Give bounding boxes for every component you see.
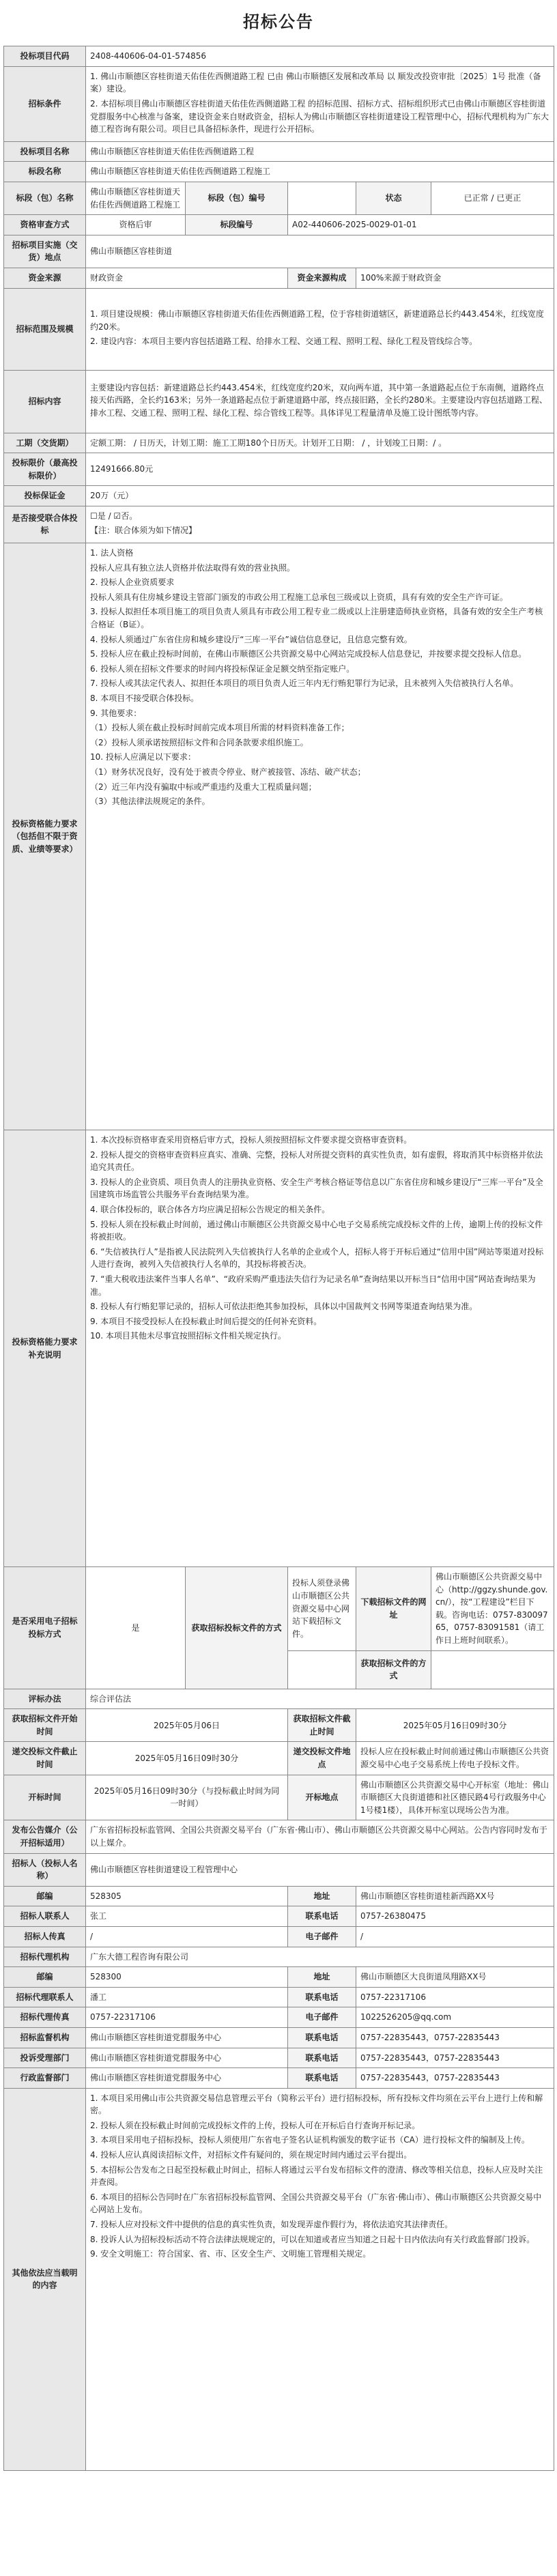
row-other bbox=[4, 2088, 554, 2470]
text-line: 6. 本项目的招标公告同时在广东省招标投标监管网、全国公共资源交易平台（广东省·佛山市）、佛山市顺德区公共资源交易中心网站上发布。 bbox=[90, 2192, 542, 2215]
text-line: 5. 投标人应在截止投标时间前，在佛山市顺德区公共资源交易中心网站完成投标人信息登记，并按要求提交投标人信息。 bbox=[90, 649, 527, 659]
value-complaint: 佛山市顺德区容桂街道党群服务中心 bbox=[86, 2048, 288, 2068]
text-line: （3）其他法律法规规定的条件。 bbox=[90, 797, 210, 807]
label-complaint-phone: 联系电话 bbox=[288, 2048, 356, 2068]
value-tenderer-addr: 佛山市顺德区容桂街道桂新西路XX号 bbox=[356, 1886, 554, 1906]
text-line: 9. 其他要求： bbox=[90, 708, 142, 718]
label-admin: 行政监督部门 bbox=[4, 2068, 86, 2089]
value-agent: 广东大德工程咨询有限公司 bbox=[86, 1947, 554, 1967]
label-tenderer: 招标人（投标人名称） bbox=[4, 1853, 86, 1886]
text-line: 8. 投标人有行贿犯罪记录的，招标人可依法拒绝其参加投标，具体以中国裁判文书网等渠道查询结果为准。 bbox=[90, 1302, 478, 1312]
label-location: 招标项目实施（交货）地点 bbox=[4, 235, 86, 268]
label-fund-ratio: 资金来源构成 bbox=[288, 268, 356, 288]
text-line: 5. 投标人须在投标截止时间前，通过佛山市顺德区公共资源交易中心电子交易系统完成投标文件的上传，逾期上传的投标文件将被拒收。 bbox=[90, 1219, 543, 1242]
label-method: 评标办法 bbox=[4, 1689, 86, 1709]
text-line: 2. 投标人企业资质要求 bbox=[90, 577, 175, 588]
value-status: 已正常 / 已更正 bbox=[431, 182, 554, 214]
label-agent-email: 电子邮件 bbox=[288, 2007, 356, 2028]
value-section-number: A02-440606-2025-0029-01-01 bbox=[288, 215, 554, 235]
value-doc-end: 2025年05月16日09时30分 bbox=[356, 1709, 554, 1742]
value-supervise: 佛山市顺德区容桂街道党群服务中心 bbox=[86, 2027, 288, 2048]
value-agent-contact: 潘工 bbox=[86, 1987, 288, 2007]
text-line: （1）财务状况良好，没有处于被责令停业、财产被接管、冻结、破产状态； bbox=[90, 767, 366, 777]
row-requirements bbox=[4, 543, 554, 1130]
row-fund bbox=[4, 268, 554, 288]
text-line: 投标人应具有独立法人资格并依法取得有效的营业执照。 bbox=[90, 562, 296, 573]
text-line: 2. 建设内容：本项目主要内容包括道路工程、给排水工程、交通工程、照明工程、绿化工程及管线综合等。 bbox=[90, 337, 478, 347]
text-line: 6. “失信被执行人”是指被人民法院列入失信被执行人名单的企业或个人，招标人将于开标后通过“信用中国”网站等渠道对投标人进行查询，被列入失信被执行人名单的，其投标将被否决。 bbox=[90, 1246, 544, 1270]
row-period bbox=[4, 433, 554, 453]
label-agent-contact: 招标代理联系人 bbox=[4, 1987, 86, 2007]
row-tenderer bbox=[4, 1853, 554, 1886]
joint-choice: ☐是 / ☑否。 bbox=[90, 511, 138, 521]
text-line: 9. 安全文明施工：符合国家、省、市、区安全生产、文明施工管理相关规定。 bbox=[90, 2249, 371, 2259]
value-electronic: 是 bbox=[86, 1567, 186, 1689]
page-title: 招标公告 bbox=[243, 12, 314, 31]
text-line: 4. 投标人应认真阅读招标文件，对招标文件有疑问的，须在规定时间内通过云平台提出。 bbox=[90, 2150, 412, 2160]
label-conditions: 招标条件 bbox=[4, 66, 86, 141]
row-ceiling bbox=[4, 453, 554, 486]
value-project-code: 2408-440606-04-01-574856 bbox=[86, 46, 554, 67]
label-mode: 获取招标文件的方式 bbox=[356, 1650, 431, 1689]
label-content: 招标内容 bbox=[4, 370, 86, 433]
row-media bbox=[4, 1820, 554, 1853]
row-project-code bbox=[4, 46, 554, 67]
label-scope: 招标范围及规模 bbox=[4, 288, 86, 370]
row-section-code bbox=[4, 182, 554, 214]
label-agent-post: 邮编 bbox=[4, 1967, 86, 1988]
value-deposit: 20万（元） bbox=[86, 486, 554, 506]
label-complaint: 投诉受理部门 bbox=[4, 2048, 86, 2068]
value-opening: 2025年05月16日09时30分（与投标截止时间为同一时间） bbox=[86, 1775, 288, 1820]
label-submit: 递交投标文件截止时间 bbox=[4, 1742, 86, 1775]
value-period: 定额工期： / 日历天，计划工期：施工工期180个日历天。计划开工日期： / ，计划竣工日期：/ 。 bbox=[86, 433, 554, 453]
value-download: 投标人须登录佛山市顺德区公共资源交易中心网站下载招标文件。 bbox=[288, 1567, 356, 1651]
row-admin bbox=[4, 2068, 554, 2089]
value-fund: 财政资金 bbox=[86, 268, 288, 288]
value-admin: 佛山市顺德区容桂街道党群服务中心 bbox=[86, 2068, 288, 2089]
value-opening-place: 佛山市顺德区公共资源交易中心开标室（地址：佛山市顺德区大良街道德和社区德民路4号行政服务中心1号楼1楼），具体开标室以现场公告为准。 bbox=[356, 1775, 554, 1820]
label-tenderer-email: 电子邮件 bbox=[288, 1926, 356, 1947]
row-agent bbox=[4, 1947, 554, 1967]
label-supervise: 招标监督机构 bbox=[4, 2027, 86, 2048]
label-opening-place: 开标地点 bbox=[288, 1775, 356, 1820]
label-project-name: 投标项目名称 bbox=[4, 141, 86, 162]
row-project-name bbox=[4, 141, 554, 162]
label-electronic: 是否采用电子招标投标方式 bbox=[4, 1567, 86, 1689]
label-section-number: 标段编号 bbox=[186, 215, 288, 235]
label-ceiling: 投标限价（最高投标限价） bbox=[4, 453, 86, 486]
row-method bbox=[4, 1689, 554, 1709]
label-other: 其他依法应当载明的内容 bbox=[4, 2088, 86, 2470]
label-admin-phone: 联系电话 bbox=[288, 2068, 356, 2089]
row-review bbox=[4, 1130, 554, 1567]
label-requirements: 投标资格能力要求（包括但不限于资质、业绩等要求） bbox=[4, 543, 86, 1130]
label-status: 状态 bbox=[356, 182, 431, 214]
value-agent-post: 528300 bbox=[86, 1967, 288, 1988]
row-content bbox=[4, 370, 554, 433]
row-joint bbox=[4, 506, 554, 543]
label-deposit: 投标保证金 bbox=[4, 486, 86, 506]
value-method: 综合评估法 bbox=[86, 1689, 554, 1709]
value-download-blank bbox=[288, 1650, 356, 1689]
text-line: 3. 投标人的企业资质、项目负责人的注册执业资格、安全生产考核合格证等信息以广东省住房和城乡建设厅“三库一平台”及全国建筑市场监管公共服务平台查询结果为准。 bbox=[90, 1177, 543, 1200]
label-section-code: 标段（包）名称 bbox=[4, 182, 86, 214]
text-line: （2）投标人须承诺按照招标文件和合同条款要求组织施工。 bbox=[90, 737, 309, 747]
text-line: （2）近三年内没有骗取中标或严重违约及重大工程质量问题； bbox=[90, 782, 317, 792]
text-line: 2. 投标人须在投标截止时间前完成投标文件的上传，投标人可在开标后自行查询开标记录。 bbox=[90, 2120, 420, 2130]
value-project-name: 佛山市顺德区容桂街道天佑佳佐西侧道路工程 bbox=[86, 141, 554, 162]
label-period: 工期（交货期） bbox=[4, 433, 86, 453]
value-tenderer-email: / bbox=[356, 1926, 554, 1947]
row-tenderer-fax bbox=[4, 1926, 554, 1947]
value-location: 佛山市顺德区容桂街道 bbox=[86, 235, 554, 268]
label-submit-place: 递交投标文件地点 bbox=[288, 1742, 356, 1775]
row-supervise bbox=[4, 2027, 554, 2048]
value-scope bbox=[86, 288, 554, 370]
row-agent-contact bbox=[4, 1987, 554, 2007]
value-complaint-phone: 0757-22835443，0757-22835443 bbox=[356, 2048, 554, 2068]
text-line: 5. 本招标公告发布之日起至投标截止时间止，招标人将通过云平台发布招标文件的澄清、修改等相关信息，投标人应及时关注并查阅。 bbox=[90, 2164, 543, 2188]
value-review bbox=[86, 1130, 554, 1567]
value-tenderer: 佛山市顺德区容桂街道建设工程管理中心 bbox=[86, 1853, 554, 1886]
text-line: 8. 投诉人认为招标投标活动不符合法律法规规定的，可以在知道或者应当知道之日起十日内依法向有关行政监督部门投诉。 bbox=[90, 2234, 535, 2244]
row-doc-time bbox=[4, 1709, 554, 1742]
value-section-no bbox=[288, 182, 356, 214]
value-admin-phone: 0757-22835443，0757-22835443 bbox=[356, 2068, 554, 2089]
row-opening bbox=[4, 1775, 554, 1820]
row-scope bbox=[4, 288, 554, 370]
label-tenderer-post: 邮编 bbox=[4, 1886, 86, 1906]
value-ceiling: 12491666.80元 bbox=[86, 453, 554, 486]
label-project-code: 投标项目代码 bbox=[4, 46, 86, 67]
value-agent-phone: 0757-22317106 bbox=[356, 1987, 554, 2007]
row-complaint bbox=[4, 2048, 554, 2068]
row-tenderer-post bbox=[4, 1886, 554, 1906]
label-agent-fax: 招标代理传真 bbox=[4, 2007, 86, 2028]
label-tenderer-contact: 招标人联系人 bbox=[4, 1906, 86, 1927]
label-tenderer-phone: 联系电话 bbox=[288, 1906, 356, 1927]
value-fund-ratio: 100%来源于财政资金 bbox=[356, 268, 554, 288]
text-line: 1. 项目建设规模：佛山市顺德区容桂街道天佑佳佐西侧道路工程，位于容桂街道辖区，新建道路总长约443.454米，红线宽度约20米。 bbox=[90, 309, 544, 332]
label-agent-phone: 联系电话 bbox=[288, 1987, 356, 2007]
value-other bbox=[86, 2088, 554, 2470]
value-requirements bbox=[86, 543, 554, 1130]
label-doc-end: 获取招标文件截止时间 bbox=[288, 1709, 356, 1742]
row-electronic bbox=[4, 1567, 554, 1651]
label-media: 发布公告媒介（公开招标适用） bbox=[4, 1820, 86, 1853]
value-supervise-phone: 0757-22835443，0757-22835443 bbox=[356, 2027, 554, 2048]
value-joint bbox=[86, 506, 554, 543]
row-conditions bbox=[4, 66, 554, 141]
text-line: 1. 法人资格 bbox=[90, 548, 134, 558]
label-tenderer-addr: 地址 bbox=[288, 1886, 356, 1906]
label-section-no: 标段（包）编号 bbox=[186, 182, 288, 214]
label-joint: 是否接受联合体投标 bbox=[4, 506, 86, 543]
text-line: 3. 本项目采用电子招标投标，投标人须使用广东省电子签名认证机构颁发的数字证书（CA）进行投标文件的编制及上传。 bbox=[90, 2135, 530, 2145]
value-section-name: 佛山市顺德区容桂街道天佑佳佐西侧道路工程施工 bbox=[86, 162, 554, 182]
text-line: （1）投标人须在截止投标时间前完成本项目所需的材料资料准备工作； bbox=[90, 723, 349, 733]
joint-note: 【注：联合体须为如下情况】 bbox=[90, 526, 197, 536]
value-doc-start: 2025年05月06日 bbox=[86, 1709, 288, 1742]
value-tenderer-phone: 0757-26380475 bbox=[356, 1906, 554, 1927]
text-line: 1. 佛山市顺德区容桂街道天佑佳佐西侧道路工程 已由 佛山市顺德区发展和改革局 以 顺发改投资审批〔2025〕1号 批准（备案）建设。 bbox=[90, 71, 541, 94]
text-line: 3. 投标人拟担任本项目施工的项目负责人须具有市政公用工程专业二级或以上注册建造师执业资格，具备有效的安全生产考核合格证（B证）。 bbox=[90, 607, 543, 630]
text-line: 2. 本招标项目佛山市顺德区容桂街道天佑佳佐西侧道路工程 的招标范围、招标方式、招标组织形式已由佛山市顺德区容桂街道党群服务中心核准与备案，建设资金来自财政资金，招标人为佛山市顺德区容桂街道建设工程管理中心，招标代理机构为广东大德工程咨询有限公司。项目已具备招标条件，现进行公开招标。 bbox=[90, 98, 549, 134]
value-agent-addr: 佛山市顺德区大良街道凤翔路XX号 bbox=[356, 1967, 554, 1988]
text-line: 8. 本项目不接受联合体投标。 bbox=[90, 693, 199, 703]
label-download: 获取招标投标文件的方式 bbox=[186, 1567, 288, 1689]
text-line: 10. 投标人应满足以下要求： bbox=[90, 752, 196, 762]
text-line: 10. 本项目其他未尽事宜按照招标文件相关规定执行。 bbox=[90, 1331, 286, 1341]
text-line: 投标人须具有住房城乡建设主管部门颁发的市政公用工程施工总承包三级或以上资质，具有有效的安全生产许可证。 bbox=[90, 592, 509, 602]
value-submit-place: 投标人应在投标截止时间前通过佛山市顺德区公共资源交易中心电子交易系统上传电子投标文件。 bbox=[356, 1742, 554, 1775]
label-section-name: 标段名称 bbox=[4, 162, 86, 182]
value-tenderer-post: 528305 bbox=[86, 1886, 288, 1906]
text-line: 4. 投标人须通过广东省住房和城乡建设厅“三库一平台”诚信信息登记，且信息完整有效。 bbox=[90, 634, 412, 644]
text-line: 主要建设内容包括：新建道路总长约443.454米，红线宽度约20米，双向两车道，其中第一条道路起点位于东南侧，道路终点接天佑西路，全长约163米；另外一条道路起点位于新建道路中部，终点接旧路，全长约280米。主要建设内容包括道路工程、排水工程、交通工程、照明工程、绿化工程、综合管线工程等。具体详见工程量清单及施工设计图纸等内容。 bbox=[90, 382, 547, 418]
label-supervise-phone: 联系电话 bbox=[288, 2027, 356, 2048]
value-tenderer-fax: / bbox=[86, 1926, 288, 1947]
row-location bbox=[4, 235, 554, 268]
text-line: 9. 本项目不接受投标人在投标截止时间后提交的任何补充资料。 bbox=[90, 1316, 322, 1326]
row-submit bbox=[4, 1742, 554, 1775]
row-agent-fax bbox=[4, 2007, 554, 2028]
value-qualification: 资格后审 bbox=[86, 215, 186, 235]
value-agent-email[interactable]: 1022526205@qq.com bbox=[356, 2007, 554, 2028]
label-doc-start: 获取招标文件开始时间 bbox=[4, 1709, 86, 1742]
value-section-code: 佛山市顺德区容桂街道天佑佳佐西侧道路工程施工 bbox=[86, 182, 186, 214]
announcement-table bbox=[3, 46, 554, 2471]
text-line: 7. 投标人或其法定代表人、拟担任本项目的项目负责人近三年内无行贿犯罪行为记录，且未被列入失信被执行人名单。 bbox=[90, 678, 519, 689]
row-agent-post bbox=[4, 1967, 554, 1988]
text-line: 7. 投标人应对投标文件中提供的信息的真实性负责，如发现弄虚作假行为，将依法追究其法律责任。 bbox=[90, 2220, 453, 2230]
row-section-name bbox=[4, 162, 554, 182]
text-line: 2. 投标人提交的资格审查资料应真实、准确、完整，投标人对所提交资料的真实性负责，如有虚假，将取消其中标资格并依法追究其责任。 bbox=[90, 1149, 543, 1173]
label-tenderer-fax: 招标人传真 bbox=[4, 1926, 86, 1947]
label-agent-addr: 地址 bbox=[288, 1967, 356, 1988]
value-agent-fax: 0757-22317106 bbox=[86, 2007, 288, 2028]
label-opening: 开标时间 bbox=[4, 1775, 86, 1820]
value-tenderer-contact: 张工 bbox=[86, 1906, 288, 1927]
label-agent: 招标代理机构 bbox=[4, 1947, 86, 1967]
row-tenderer-contact bbox=[4, 1906, 554, 1927]
value-submit: 2025年05月16日09时30分 bbox=[86, 1742, 288, 1775]
text-line: 1. 本项目采用佛山市公共资源交易信息管理云平台（简称云平台）进行招标投标，所有投标文件均须在云平台上进行上传和解密。 bbox=[90, 2093, 543, 2116]
text-line: 1. 本次投标资格审查采用资格后审方式，投标人须按照招标文件要求提交资格审查资料。 bbox=[90, 1135, 412, 1145]
text-line: 4. 联合体投标的，联合体各方均应满足招标公告规定的相关条件。 bbox=[90, 1205, 330, 1215]
value-address[interactable]: 佛山市顺德区公共资源交易中心（http://ggzy.shunde.gov.cn/），按“工程建设”栏目下载。咨询电话：0757-83009765，0757-83091581（请工作日上班时间联系）。 bbox=[431, 1567, 554, 1651]
value-content bbox=[86, 370, 554, 433]
label-review: 投标资格能力要求补充说明 bbox=[4, 1130, 86, 1567]
value-mode bbox=[431, 1650, 554, 1689]
value-media: 广东省招标投标监管网、全国公共资源交易平台（广东省·佛山市）、佛山市顺德区公共资源交易中心网站。公告内容同时发布于以上媒介。 bbox=[86, 1820, 554, 1853]
row-qualification bbox=[4, 215, 554, 235]
text-line: 6. 投标人须在招标文件要求的时间内将投标保证金足额交纳至指定账户。 bbox=[90, 663, 355, 674]
row-deposit bbox=[4, 486, 554, 506]
label-qualification: 资格审查方式 bbox=[4, 215, 86, 235]
label-address: 下载招标文件的网址 bbox=[356, 1567, 431, 1651]
text-line: 7. “重大税收违法案件当事人名单”、“政府采购严重违法失信行为记录名单”查询结果以开标当日“信用中国”网站查询结果为准。 bbox=[90, 1274, 536, 1297]
value-conditions bbox=[86, 66, 554, 141]
label-fund: 资金来源 bbox=[4, 268, 86, 288]
